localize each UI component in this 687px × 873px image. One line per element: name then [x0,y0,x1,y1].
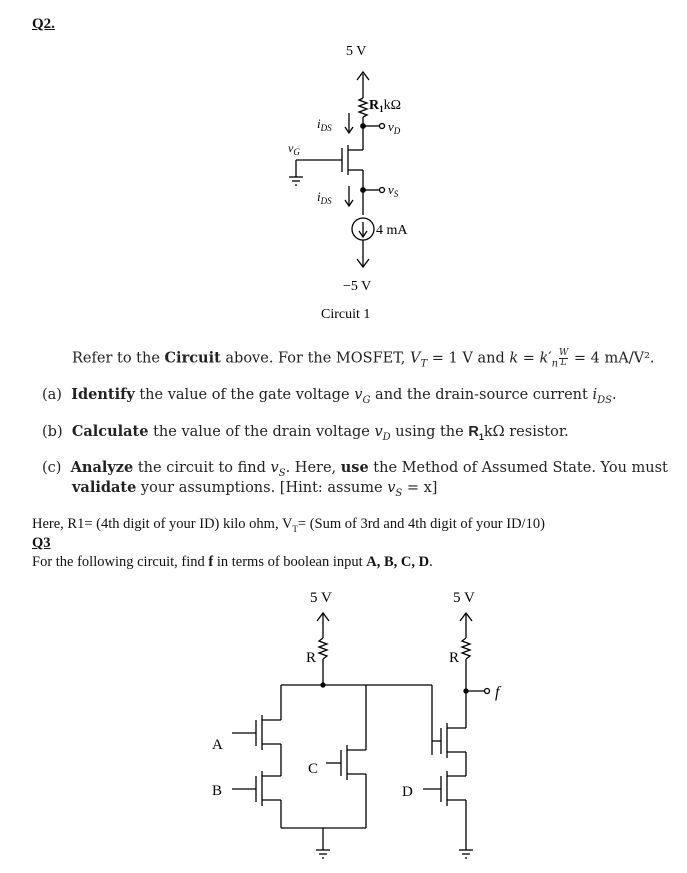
c1-supply-bottom: −5 V [343,279,372,294]
c2-supply-left: 5 V [310,590,332,606]
svg-text:vG: $v_G$ [288,141,300,157]
c1-resistor-r1 [359,98,367,117]
c2-supply-right: 5 V [453,590,475,606]
svg-text:R1kΩ: $R_1k\Omega$ [369,98,402,114]
circuit-1-diagram [0,0,687,330]
circuit-2-diagram [0,580,687,870]
q2-part-c-line2: validate your assumptions. [Hint: assume $v_S = x$] [72,479,438,499]
svg-text:iDS: $i_{DS}$ [317,116,332,133]
c2-input-c: C [308,761,319,777]
q2-part-c-line1: (c) Analyze the circuit to find $v_S$. Here, use the Method of Assumed State. You must [42,459,668,479]
svg-text:R: R [306,650,317,666]
c1-current-value: 4 mA [376,223,408,238]
q2-part-a: (a) Identify the value of the gate voltage $v_G$ and the drain-source current $i_{DS}$. [42,386,617,406]
c1-caption: Circuit 1 [321,307,371,322]
c2-output-f: f [495,684,500,701]
q2-note: Here, R1= (4th digit of your ID) kilo ohm, $V_T= (Sum$ of 3rd and 4th digit of your ID/10) [32,516,545,534]
c2-input-b: B [212,783,223,799]
c1-supply-top: 5 V [346,44,367,59]
svg-text:iDS: $i_{DS}$ [317,189,332,206]
c2-input-d: D [402,784,413,800]
c2-resistor-left [319,638,327,659]
svg-text:vD: $v_D$ [388,119,401,136]
q2-part-b: (b) Calculate the value of the drain voltage $v_D$ using the $R_1k\Omega$ resistor. [42,423,569,443]
q2-intro: Refer to the Circuit above. For the MOSFET, $V_T = 1$ V and $k = k'_n$ $\frac{W}{L}$ = 4 mA/V². [72,348,655,370]
q2-heading: Q2. [32,16,55,32]
q3-question: For the following circuit, find f in terms of boolean input A, B, C, D. [32,554,433,570]
svg-text:vS: $v_S$ [388,182,399,199]
c2-input-a: A [212,737,223,753]
svg-text:R: R [449,650,460,666]
c2-resistor-right [462,638,470,659]
q3-heading: Q3 [32,535,51,551]
